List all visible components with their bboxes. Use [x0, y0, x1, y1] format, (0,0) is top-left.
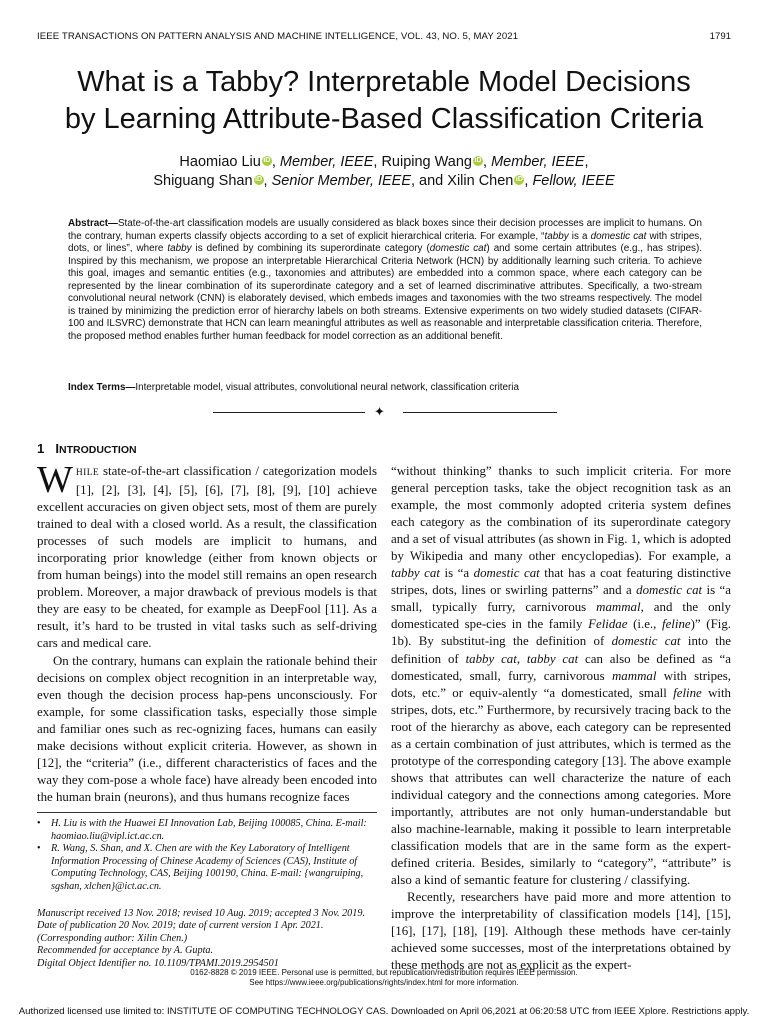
- author-line-1: Haomiao Liu iD , Member, IEEE, Ruiping Wang iD , Member, IEEE,: [179, 154, 589, 170]
- author-role: Fellow, IEEE: [532, 173, 615, 189]
- doi[interactable]: Digital Object Identifier no. 10.1109/TPAMI.2019.2954501: [37, 957, 279, 969]
- author-name: Xilin Chen: [447, 173, 514, 189]
- author-name: Haomiao Liu: [179, 154, 261, 170]
- recommended-by: Recommended for acceptance by A. Gupta.: [37, 945, 214, 957]
- body-column-left: [37, 459, 377, 806]
- title-line-2: by Learning Attribute-Based Classification Criteria: [64, 103, 704, 135]
- index-terms-label: Index Terms—: [68, 382, 136, 393]
- author-role: Member, IEEE: [279, 154, 374, 170]
- running-header: [37, 31, 731, 45]
- orcid-icon[interactable]: iD: [255, 176, 263, 183]
- author-list: [20, 153, 748, 191]
- author-role: Member, IEEE: [491, 154, 585, 170]
- manuscript-dates: Manuscript received 13 Nov. 2018; revised 10 Aug. 2019; accepted 3 Nov. 2019. Date of publication 20 Nov. 2019; date of current version 1 Apr. 2021. (Corresponding author: Xilin Chen.): [37, 907, 365, 944]
- divider-line-left: [213, 412, 365, 413]
- orcid-icon[interactable]: iD: [515, 176, 523, 183]
- paragraph: Recently, researchers have paid more and more attention to improve the interpretability of classification models [14], [15], [16], [17], [18], [19]. Although these methods have cer-tainly achieved some successes, most of the interpretations obtained by these methods are not as explicit as the expert-: [391, 890, 731, 973]
- paragraph: “without thinking” thanks to such implicit criteria. For more general perception tasks, take the object recognition task as an example, the most commonly adopted criteria system defines each category as the combination of its superordinate category and a set of visual attributes (as shown in Fig. 1, which is adopted by Wikipedia and many other encyclopedias). For example, a tabby cat is “a domestic cat that has a coat featuring distinctive stripes, dots, lines or swirling patterns” and a domestic cat is “a small, typically furry, carnivorous mammal, and the only domesticated spe-cies in the family Felidae (i.e., feline)” (Fig. 1b). By substitut-ing the definition of domestic cat into the definition of tabby cat, tabby cat can also be defined as “a domesticated, small, furry, carnivorous mammal with stripes, dots, etc.” or equiv-alently “a domesticated, small feline with stripes, dots, etc.” Furthermore, by recursively tracing back to the root of the hierarchy as above, each category can be represented as a certain combination of just attributes, which is termed as the prototype of the corresponding category [13]. The above example shows that attributes can well characterize the nature of each individual category and the connections among categories. More importantly, attributes are not only human-understandable but also machine-learnable, making it possible to learn interpretable classification models that are in the same form as the expert-defined criteria. Besides, similarly to “category”, “attribute” is also a kind of semantic feature for clustering / classifying.: [391, 464, 732, 888]
- paragraph: WHILE state-of-the-art classification / categorization models [1], [2], [3], [4], [5], [6], [7], [8], [9], [10] achieve excellent accuracies on given object sets, most of them are purely trained to deal with a closed world. As a result, the classification processes of such models are implicit to humans, and incorporating prior knowledge (either from known objects or from human beings) into the model still remains an open research problem. Moreover, a major drawback of previous models is that they are easy to be cheated, for example as DeepFool [11]. As a result, it’s hard to be trusted in vital tasks such as self-driving cars and medical care.: [37, 459, 377, 651]
- footnote-affiliation-2: • R. Wang, S. Shan, and X. Chen are with the Key Laboratory of Intelligent Information Processing of Chinese Academy of Sciences (CAS), Institute of Computing Technology, CAS, Beijing 100190, China. E-mail: {wangruiping, sgshan, xlchen}@ict.ac.cn.: [37, 843, 364, 892]
- page-number: 1791: [709, 31, 731, 42]
- abstract-label: Abstract—: [68, 218, 118, 229]
- divider-line-right: [403, 412, 557, 413]
- manuscript-info: [37, 908, 377, 971]
- orcid-icon[interactable]: iD: [263, 157, 271, 164]
- author-name: Ruiping Wang: [381, 154, 472, 170]
- orcid-icon[interactable]: iD: [474, 157, 482, 164]
- author-name: Shiguang Shan: [153, 173, 253, 189]
- author-role: Senior Member, IEEE: [271, 173, 411, 189]
- footnote-rule: [37, 812, 377, 813]
- title-line-1: What is a Tabby? Interpretable Model Decisions: [77, 66, 691, 98]
- footnotes: [37, 818, 377, 971]
- body-column-right: [391, 463, 731, 974]
- index-terms: [68, 382, 702, 395]
- paper-title: [20, 64, 748, 138]
- abstract-text: Abstract—State-of-the-art classification models are usually considered as black boxes since their decision processes are implicit to humans. On the contrary, human experts classify objects according to a set of explicit hierarchical criteria. For example, “tabby is a domestic cat with stripes, dots, or lines”, where tabby is defined by combining its superordinate category (domestic cat) and some certain attributes (e.g., has stripes). Inspired by this mechanism, we propose an interpretable Hierarchical Criteria Network (HCN) by additionally learning such criteria. To achieve this goal, images and semantic entities (e.g., taxonomies and attributes) are embedded into a common space, where each category can be represented by the linear combination of its superordinate category and a set of learned discriminative attributes. Specifically, a two-stream convolutional neural network (CNN) is elaborately devised, which embeds images and taxonomies with the two streams respectively. The model is trained by minimizing the prediction error of hierarchy labels on both streams. Extensive experiments on two widely studied datasets (CIFAR-100 and ILSVRC) demonstrate that HCN can learn meaningful attributes as well as reasonable and interpretable classification criteria. Therefore, the proposed method enables further human feedback for model correction as an additional benefit.: [68, 218, 702, 342]
- copyright-notice: 0162-8828 © 2019 IEEE. Personal use is permitted, but republication/redistribution requires IEEE permission. See https://www.ieee.org/publications/rights/index.html for more information.: [37, 968, 731, 988]
- paragraph: On the contrary, humans can explain the rationale behind their decisions on complex object recognition in an interpretable way, even though the decision process hap-pens unconsciously. For example, for some classification tasks, especially those simple and familiar ones such as rec-ognizing faces, humans can easily make decisions without explicit criteria. However, as shown in [12], the “criteria” (i.e., different characteristics of faces and the way they com-pose a whole face) have already been encoded into the human brain (neurons), and thus humans recognize faces: [37, 653, 377, 804]
- section-heading-introduction: 1 INTRODUCTION: [37, 441, 137, 456]
- author-line-2: Shiguang Shan iD , Senior Member, IEEE, and Xilin Chen iD , Fellow, IEEE: [153, 173, 615, 189]
- drop-cap: W: [37, 459, 73, 501]
- footnote-affiliation-1: • H. Liu is with the Huawei EI Innovation Lab, Beijing 100085, China. E-mail: haomiao.liu@vipl.ict.ac.cn.: [37, 818, 367, 842]
- section-divider: [213, 406, 557, 420]
- journal-name: IEEE TRANSACTIONS ON PATTERN ANALYSIS AND MACHINE INTELLIGENCE, VOL. 43, NO. 5, MAY 2021: [37, 31, 519, 42]
- divider-star-icon: ✦: [374, 404, 385, 419]
- index-terms-text: Interpretable model, visual attributes, convolutional neural network, classification criteria: [135, 382, 519, 393]
- authorized-use-banner: Authorized licensed use limited to: INSTITUTE OF COMPUTING TECHNOLOGY CAS. Downloaded on April 06,2021 at 06:20:58 UTC from IEEE Xplore. Restrictions apply.: [18, 1006, 750, 1017]
- rights-link[interactable]: See https://www.ieee.org/publications/rights/index.html for more information.: [249, 978, 519, 987]
- abstract: [68, 218, 702, 343]
- section-number: 1: [37, 441, 45, 456]
